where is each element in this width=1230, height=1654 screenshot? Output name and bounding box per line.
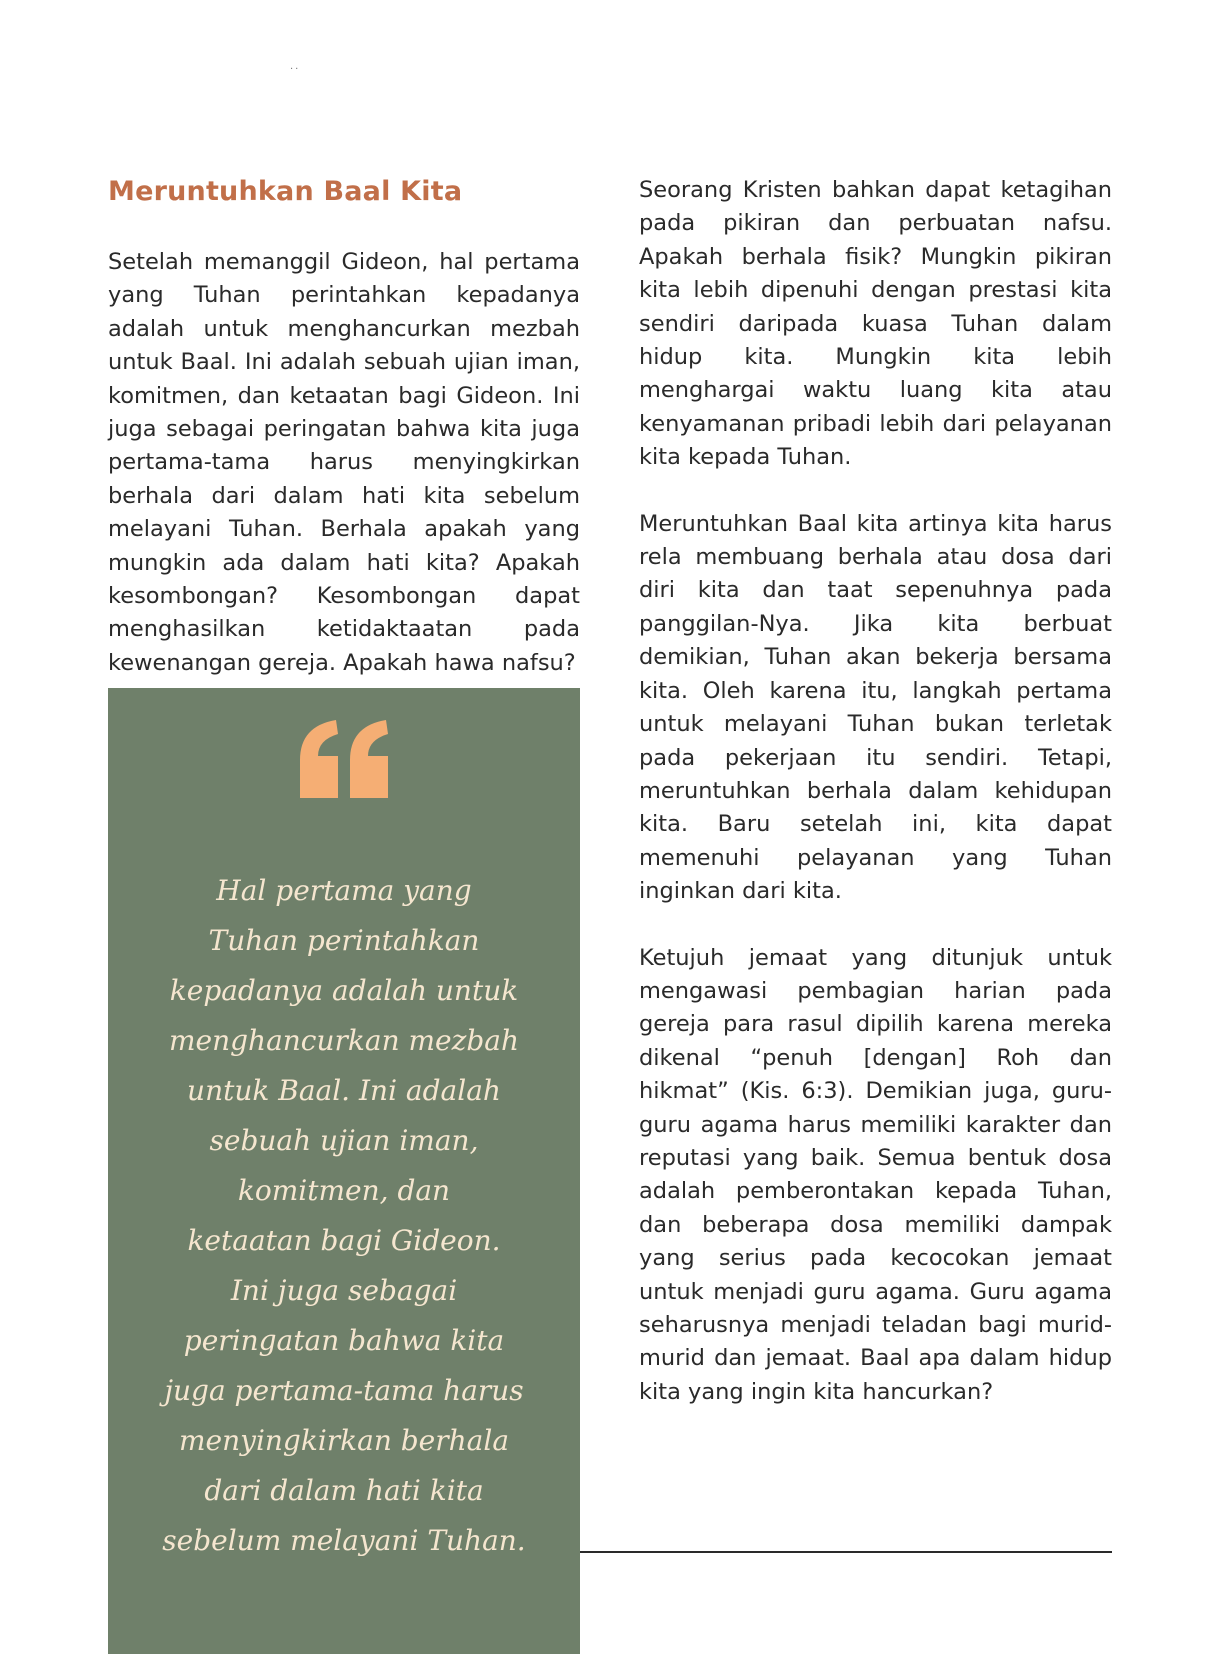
pull-quote-line: kepadanya adalah untuk bbox=[169, 974, 519, 1007]
pull-quote-line: Hal pertama yang bbox=[216, 874, 472, 907]
pull-quote-line: sebelum melayani Tuhan. bbox=[162, 1524, 526, 1557]
pull-quote-line: untuk Baal. Ini adalah bbox=[187, 1074, 501, 1107]
pull-quote-line: komitmen, dan bbox=[237, 1174, 451, 1207]
pull-quote-line: sebuah ujian iman, bbox=[209, 1124, 479, 1157]
pull-quote-line: menghancurkan mezbah bbox=[168, 1024, 520, 1057]
divider-rule bbox=[580, 1551, 1112, 1553]
right-column bbox=[639, 174, 1112, 1442]
body-paragraph: Setelah memanggil Gideon, hal pertama yang Tuhan perintahkan kepadanya adalah untuk menghancurkan mezbah untuk Baal. Ini adalah sebuah ujian iman, komitmen, dan ketaatan bagi Gideon. Ini juga sebagai peringatan bahwa kita juga pertama-tama harus menyingkirkan berhala dari dalam hati kita sebelum melayani Tuhan. Berhala apakah yang mungkin ada dalam hati kita? Apakah kesombongan? Kesombongan dapat menghasilkan ketidaktaatan pada kewenangan gereja. Apakah hawa nafsu? bbox=[108, 249, 580, 676]
body-paragraph: Seorang Kristen bahkan dapat ketagihan pada pikiran dan perbuatan nafsu. Apakah berhala fisik? Mungkin pikiran kita lebih dipenuhi dengan prestasi kita sendiri daripada kuasa Tuhan dalam hidup kita. Mungkin kita lebih menghargai waktu luang kita atau kenyamanan pribadi lebih dari pelayanan kita kepada Tuhan. bbox=[639, 177, 1112, 471]
pull-quote-line: peringatan bahwa kita bbox=[183, 1324, 505, 1357]
pull-quote-line: dari dalam hati kita bbox=[204, 1474, 484, 1507]
section-heading: Meruntuhkan Baal Kita bbox=[108, 176, 463, 207]
pull-quote-line: Tuhan perintahkan bbox=[208, 924, 480, 957]
body-paragraph: Meruntuhkan Baal kita artinya kita harus rela membuang berhala atau dosa dari diri kita dan taat sepenuhnya pada panggilan-Nya. Jika kita berbuat demikian, Tuhan akan bekerja bersama kita. Oleh karena itu, langkah pertama untuk melayani Tuhan bukan terletak pada pekerjaan itu sendiri. Tetapi, meruntuhkan berhala dalam kehidupan kita. Baru setelah ini, kita dapat memenuhi pelayanan yang Tuhan inginkan dari kita. bbox=[639, 510, 1112, 905]
quote-mark-icon bbox=[108, 720, 580, 800]
pull-quote-line: Ini juga sebagai bbox=[230, 1274, 458, 1307]
left-column bbox=[108, 246, 580, 713]
body-paragraph: Ketujuh jemaat yang ditunjuk untuk mengawasi pembagian harian pada gereja para rasul dipilih karena mereka dikenal “penuh [dengan] Roh dan hikmat” (Kis. 6:3). Demikian juga, guru-guru agama harus memiliki karakter dan reputasi yang baik. Semua bentuk dosa adalah pemberontakan kepada Tuhan, dan beberapa dosa memiliki dampak yang serius pada kecocokan jemaat untuk menjadi guru agama. Guru agama seharusnya menjadi teladan bagi murid-murid dan jemaat. Baal apa dalam hidup kita yang ingin kita hancurkan? bbox=[639, 944, 1112, 1405]
pull-quote-line: menyingkirkan berhala bbox=[178, 1424, 510, 1457]
pull-quote-line: ketaatan bagi Gideon. bbox=[187, 1224, 501, 1257]
pull-quote-text bbox=[108, 866, 580, 1566]
quote-mark-icon bbox=[296, 720, 392, 800]
pull-quote-line: juga pertama-tama harus bbox=[164, 1374, 524, 1407]
stray-mark: ·· bbox=[290, 64, 301, 75]
